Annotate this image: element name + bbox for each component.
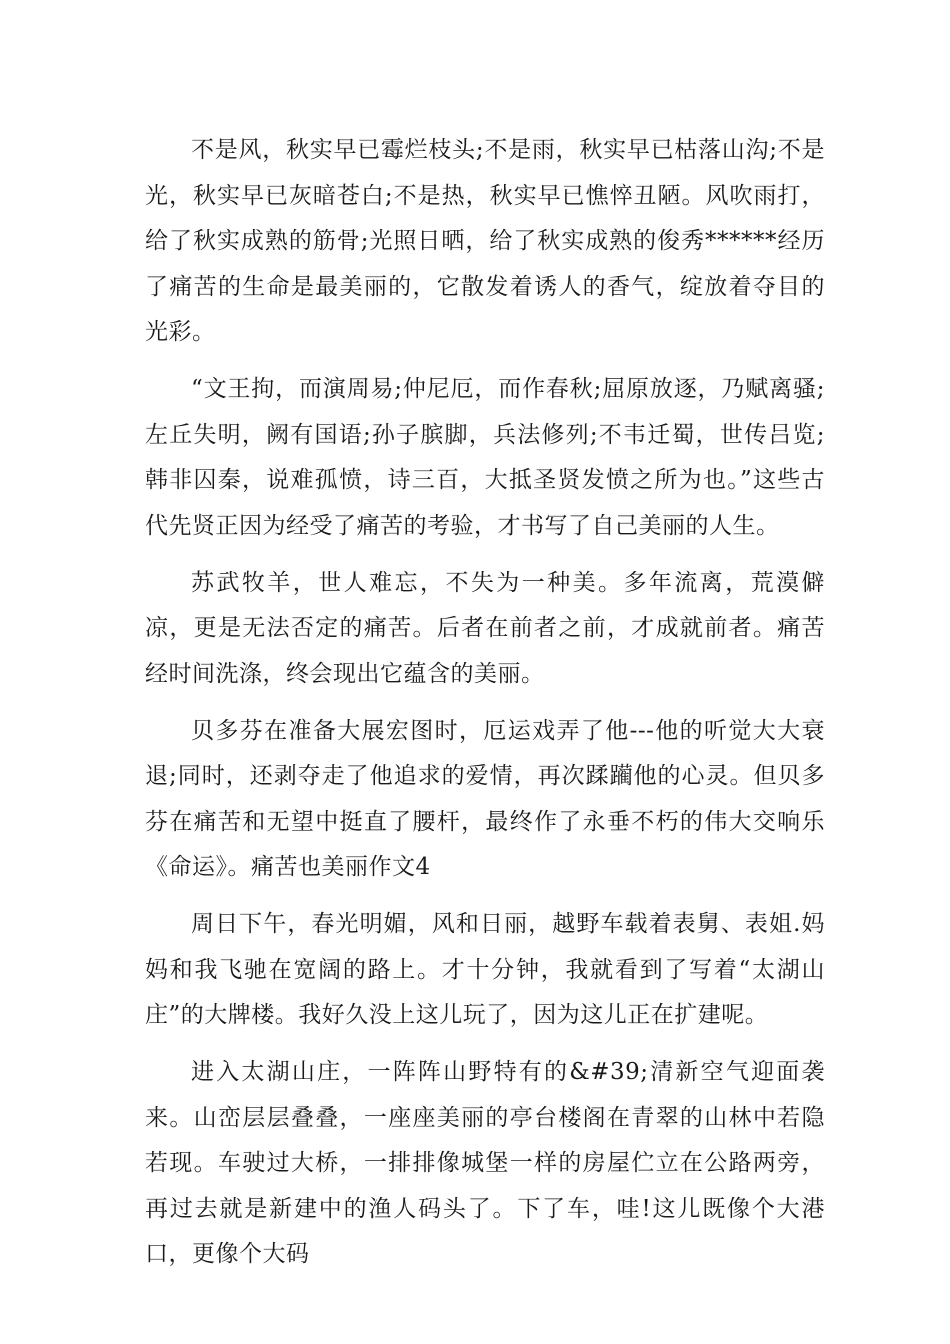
paragraph-beethoven: 贝多芬在准备大展宏图时，厄运戏弄了他---他的听觉大大衰退;同时，还剥夺走了他追求的爱情，再次蹂躏他的心灵。但贝多芬在痛苦和无望中挺直了腰杆，最终作了永垂不朽的伟大交响乐《命运》。痛苦也美丽作文4: [145, 717, 825, 880]
paragraph-sunday-trip: 周日下午，春光明媚，风和日丽，越野车载着表舅、表姐.妈妈和我飞驰在宽阔的路上。才十分钟，我就看到了写着“太湖山庄”的大牌楼。我好久没上这儿玩了，因为这儿正在扩建呢。: [145, 911, 825, 1028]
paragraph-autumn-fruit: 不是风，秋实早已霉烂枝头;不是雨，秋实早已枯落山沟;不是光，秋实早已灰暗苍白;不是热，秋实早已憔悴丑陋。风吹雨打，给了秋实成熟的筋骨;光照日晒，给了秋实成熟的俊秀******经历了痛苦的生命是最美丽的，它散发着诱人的香气，绽放着夺目的光彩。: [145, 137, 825, 345]
paragraph-su-wu: 苏武牧羊，世人难忘，不失为一种美。多年流离，荒漠僻凉，更是无法否定的痛苦。后者在前者之前，才成就前者。痛苦经时间洗涤，终会现出它蕴含的美丽。: [145, 569, 825, 687]
document-page: [145, 128, 825, 1289]
paragraph-ancient-sages: “文王拘，而演周易;仲尼厄，而作春秋;屈原放逐，乃赋离骚;左丘失明，阙有国语;孙子膑脚，兵法修列;不韦迁蜀，世传吕览;韩非囚秦，说难孤愤，诗三百，大抵圣贤发愤之所为也。”这些古代先贤正因为经受了痛苦的考验，才书写了自己美丽的人生。: [145, 376, 825, 539]
paragraph-taihu-villa: 进入太湖山庄，一阵阵山野特有的&#39;清新空气迎面袭来。山峦层层叠叠，一座座美丽的亭台楼阁在青翠的山林中若隐若现。车驶过大桥，一排排像城堡一样的房屋伫立在公路两旁，再过去就是新建中的渔人码头了。下了车，哇!这儿既像个大港口，更像个大码: [145, 1059, 825, 1267]
